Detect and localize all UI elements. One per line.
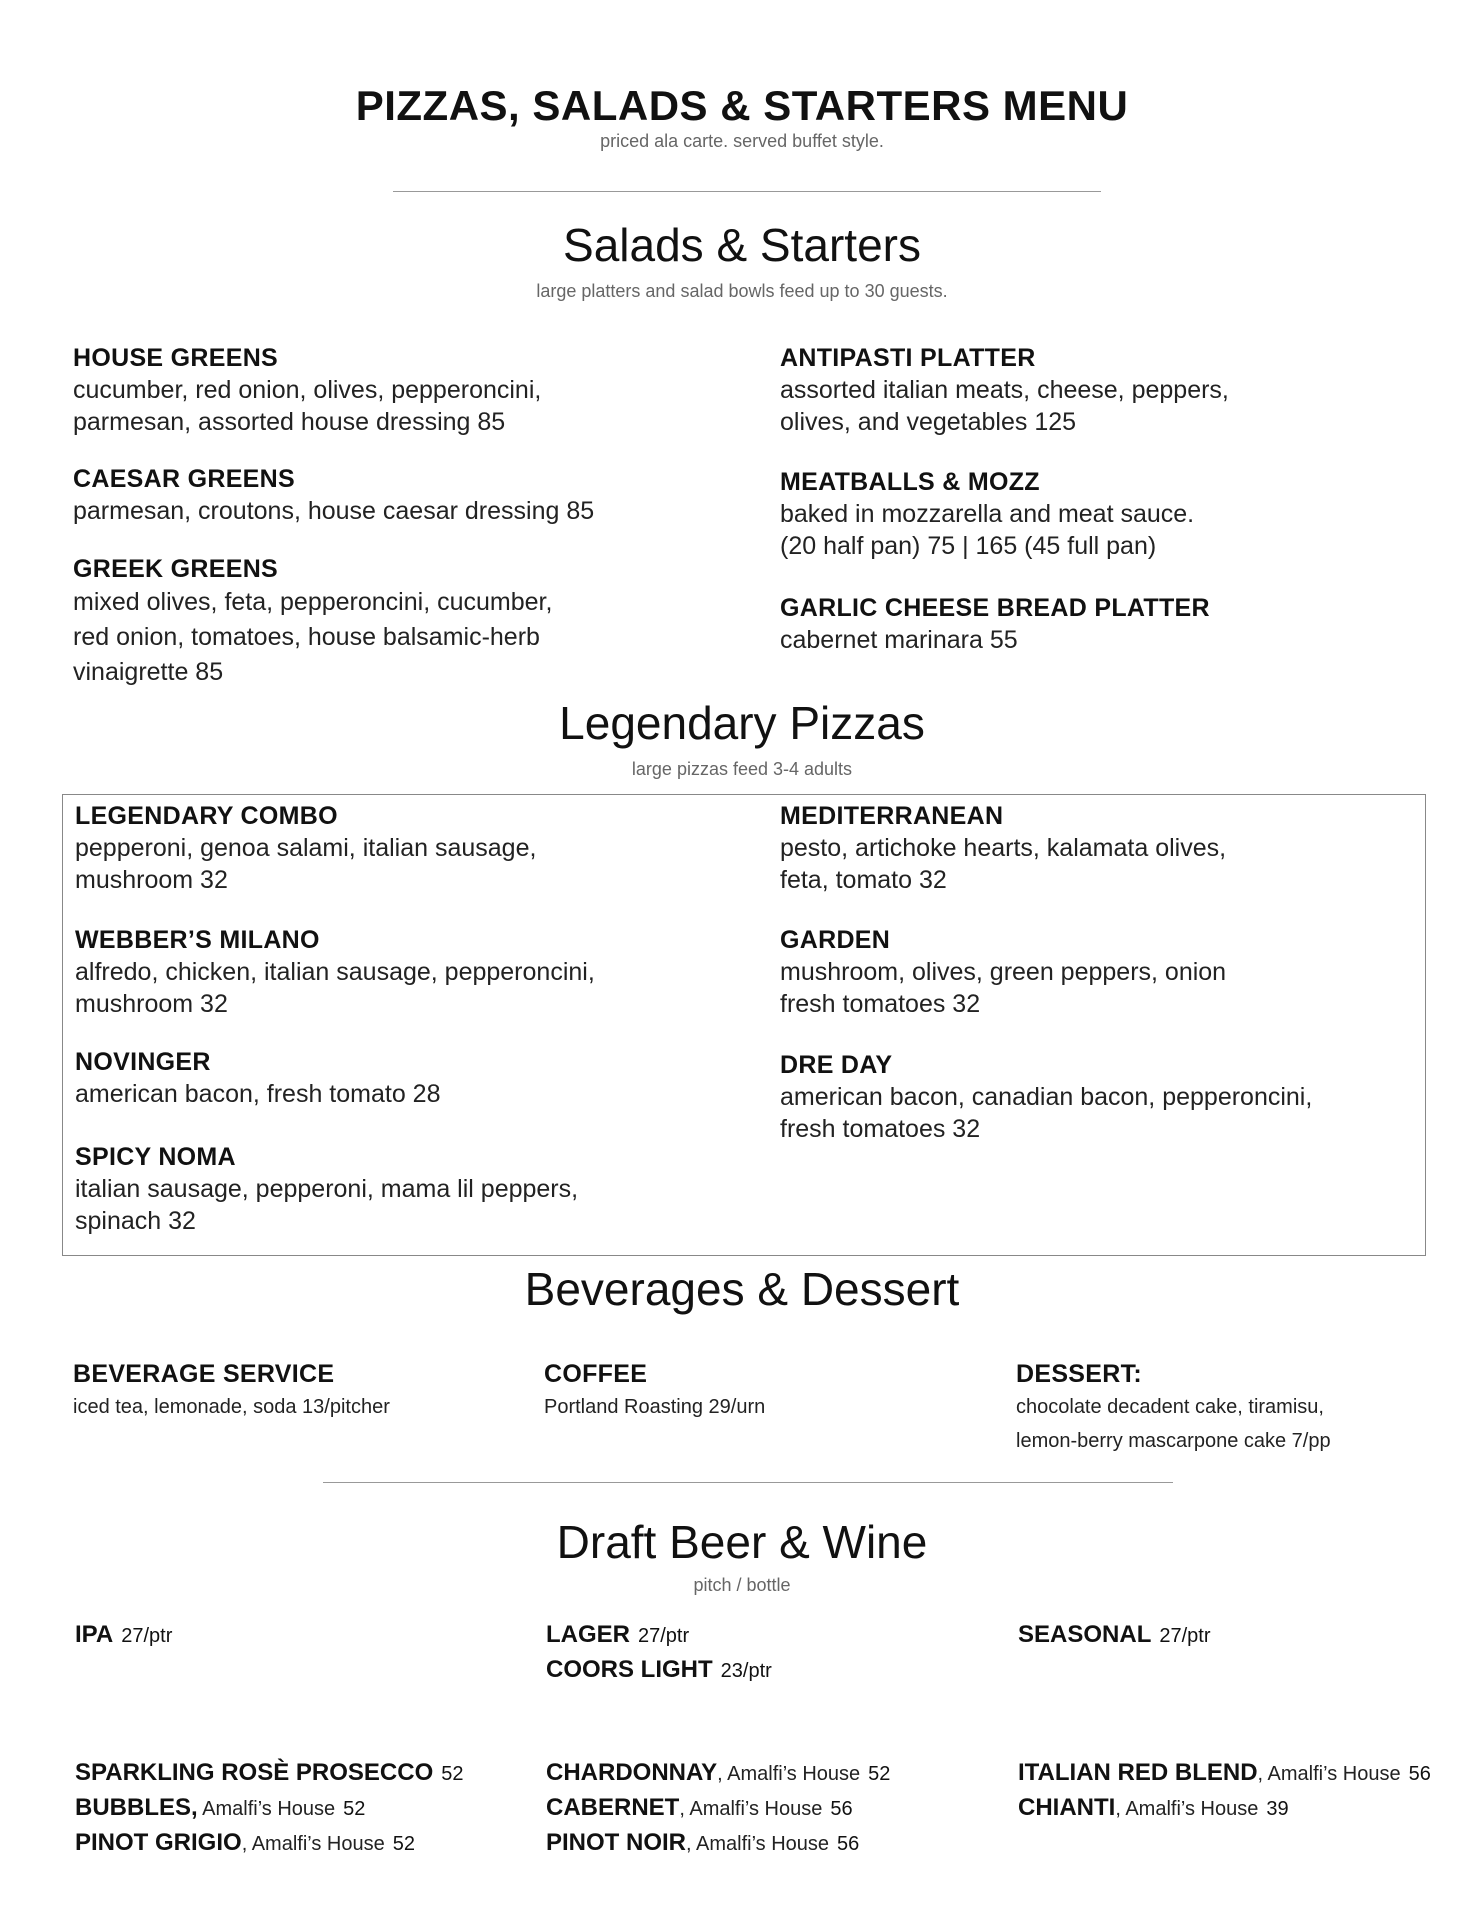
item-name: MEATBALLS & MOZZ bbox=[780, 468, 1040, 496]
item-name: DESSERT: bbox=[1016, 1360, 1143, 1388]
item-desc: pepperoni, genoa salami, italian sausage, bbox=[75, 834, 537, 862]
item-name: WEBBER’S MILANO bbox=[75, 926, 320, 954]
drink-name: BUBBLES, bbox=[75, 1794, 198, 1821]
wine-column bbox=[75, 1756, 464, 1861]
page-subtitle: priced ala carte. served buffet style. bbox=[600, 131, 884, 151]
item-desc: vinaigrette 85 bbox=[73, 658, 224, 686]
menu-item bbox=[780, 800, 1340, 896]
menu-item bbox=[75, 1046, 635, 1110]
drink-item bbox=[75, 1791, 464, 1826]
item-desc: fresh tomatoes 32 bbox=[780, 990, 981, 1018]
drink-item bbox=[75, 1618, 172, 1653]
drink-name: SPARKLING ROSÈ PROSECCO bbox=[75, 1759, 434, 1786]
drink-item bbox=[546, 1756, 890, 1791]
drink-item bbox=[546, 1653, 772, 1688]
item-name: GARLIC CHEESE BREAD PLATTER bbox=[780, 594, 1210, 622]
drink-price: 52 bbox=[343, 1798, 366, 1820]
item-name: GREEK GREENS bbox=[73, 555, 279, 583]
item-desc: italian sausage, pepperoni, mama lil peppers, bbox=[75, 1175, 579, 1203]
drink-item bbox=[1018, 1618, 1211, 1653]
menu-item bbox=[780, 924, 1340, 1020]
item-desc: mushroom 32 bbox=[75, 866, 228, 894]
menu-item bbox=[780, 342, 1340, 438]
beer-column bbox=[75, 1618, 172, 1653]
drink-price: 52 bbox=[392, 1833, 415, 1855]
drink-name: CABERNET bbox=[546, 1794, 680, 1821]
menu-item bbox=[73, 342, 633, 438]
drink-item bbox=[546, 1826, 890, 1861]
item-desc: lemon-berry mascarpone cake 7/pp bbox=[1016, 1430, 1331, 1452]
menu-item bbox=[544, 1358, 984, 1424]
item-name: BEVERAGE SERVICE bbox=[73, 1360, 335, 1388]
item-desc: spinach 32 bbox=[75, 1207, 196, 1235]
drink-price: 52 bbox=[868, 1763, 891, 1785]
drink-price: 39 bbox=[1266, 1798, 1289, 1820]
drink-extra: , Amalfi’s House bbox=[686, 1833, 830, 1855]
item-desc: baked in mozzarella and meat sauce. bbox=[780, 500, 1195, 528]
menu-item bbox=[73, 553, 633, 690]
item-desc: red onion, tomatoes, house balsamic-herb bbox=[73, 623, 540, 651]
divider bbox=[323, 1482, 1173, 1483]
menu-item bbox=[780, 1049, 1400, 1145]
drink-extra: , Amalfi’s House bbox=[717, 1763, 861, 1785]
beer-column bbox=[1018, 1618, 1211, 1653]
wine-column bbox=[546, 1756, 890, 1861]
item-desc: olives, and vegetables 125 bbox=[780, 408, 1077, 436]
item-name: CAESAR GREENS bbox=[73, 465, 295, 493]
drink-name: PINOT NOIR bbox=[546, 1829, 687, 1856]
drink-price: 56 bbox=[837, 1833, 860, 1855]
item-name: NOVINGER bbox=[75, 1048, 211, 1076]
menu-item bbox=[75, 800, 635, 896]
menu-item bbox=[75, 1141, 635, 1237]
item-desc: parmesan, croutons, house caesar dressing 85 bbox=[73, 497, 595, 525]
menu-item bbox=[1016, 1358, 1456, 1458]
item-desc: cucumber, red onion, olives, pepperoncini, bbox=[73, 376, 542, 404]
drink-price: 56 bbox=[830, 1798, 853, 1820]
item-desc: fresh tomatoes 32 bbox=[780, 1115, 981, 1143]
drink-item bbox=[1018, 1756, 1431, 1791]
item-name: COFFEE bbox=[544, 1360, 648, 1388]
item-desc: american bacon, fresh tomato 28 bbox=[75, 1080, 441, 1108]
menu-item bbox=[780, 592, 1340, 656]
drink-name: PINOT GRIGIO bbox=[75, 1829, 242, 1856]
drink-name: CHIANTI bbox=[1018, 1794, 1116, 1821]
menu-item bbox=[75, 924, 635, 1020]
section-title-salads: Salads & Starters bbox=[563, 219, 921, 271]
item-desc: parmesan, assorted house dressing 85 bbox=[73, 408, 506, 436]
drink-extra: , Amalfi’s House bbox=[1257, 1763, 1401, 1785]
section-title-drinks: Draft Beer & Wine bbox=[556, 1516, 928, 1568]
item-desc: mixed olives, feta, pepperoncini, cucumber, bbox=[73, 588, 553, 616]
item-name: LEGENDARY COMBO bbox=[75, 802, 338, 830]
drink-price: 56 bbox=[1408, 1763, 1431, 1785]
menu-item bbox=[73, 463, 633, 527]
page-title: PIZZAS, SALADS & STARTERS MENU bbox=[355, 82, 1129, 129]
drink-name: LAGER bbox=[546, 1621, 630, 1648]
item-name: SPICY NOMA bbox=[75, 1143, 236, 1171]
drink-price: 27/ptr bbox=[1159, 1625, 1211, 1647]
menu-item bbox=[73, 1358, 513, 1424]
item-desc: cabernet marinara 55 bbox=[780, 626, 1018, 654]
drink-item bbox=[75, 1826, 464, 1861]
beer-column bbox=[546, 1618, 772, 1688]
drink-item bbox=[1018, 1791, 1431, 1826]
drink-extra: , Amalfi’s House bbox=[1115, 1798, 1259, 1820]
section-subtitle-drinks: pitch / bottle bbox=[693, 1575, 791, 1595]
drink-extra: Amalfi’s House bbox=[197, 1798, 336, 1820]
drink-item bbox=[546, 1618, 772, 1653]
drink-price: 27/ptr bbox=[121, 1625, 173, 1647]
menu-item bbox=[780, 466, 1340, 562]
item-name: HOUSE GREENS bbox=[73, 344, 279, 372]
drink-item bbox=[75, 1756, 464, 1791]
divider bbox=[393, 191, 1101, 192]
item-desc: american bacon, canadian bacon, pepperoncini, bbox=[780, 1083, 1313, 1111]
wine-column bbox=[1018, 1756, 1431, 1826]
item-desc: (20 half pan) 75 | 165 (45 full pan) bbox=[780, 532, 1157, 560]
item-desc: chocolate decadent cake, tiramisu, bbox=[1016, 1396, 1324, 1418]
drink-price: 27/ptr bbox=[638, 1625, 690, 1647]
drink-extra: , Amalfi’s House bbox=[679, 1798, 823, 1820]
drink-price: 23/ptr bbox=[720, 1660, 772, 1682]
item-name: DRE DAY bbox=[780, 1051, 893, 1079]
item-desc: iced tea, lemonade, soda 13/pitcher bbox=[73, 1396, 390, 1418]
item-name: MEDITERRANEAN bbox=[780, 802, 1004, 830]
item-desc: mushroom, olives, green peppers, onion bbox=[780, 958, 1227, 986]
item-desc: alfredo, chicken, italian sausage, pepperoncini, bbox=[75, 958, 595, 986]
item-name: GARDEN bbox=[780, 926, 891, 954]
drink-name: IPA bbox=[75, 1621, 114, 1648]
section-subtitle-pizzas: large pizzas feed 3-4 adults bbox=[631, 759, 853, 779]
drink-name: SEASONAL bbox=[1018, 1621, 1152, 1648]
item-desc: assorted italian meats, cheese, peppers, bbox=[780, 376, 1229, 404]
section-title-pizzas: Legendary Pizzas bbox=[559, 697, 925, 749]
drink-price: 52 bbox=[441, 1763, 464, 1785]
section-title-beverages: Beverages & Dessert bbox=[524, 1263, 960, 1315]
item-desc: pesto, artichoke hearts, kalamata olives, bbox=[780, 834, 1227, 862]
drink-extra: , Amalfi’s House bbox=[241, 1833, 385, 1855]
drink-item bbox=[546, 1791, 890, 1826]
item-desc: feta, tomato 32 bbox=[780, 866, 947, 894]
section-subtitle-salads: large platters and salad bowls feed up to 30 guests. bbox=[536, 281, 948, 301]
drink-name: ITALIAN RED BLEND bbox=[1018, 1759, 1258, 1786]
item-desc: Portland Roasting 29/urn bbox=[544, 1396, 766, 1418]
item-desc: mushroom 32 bbox=[75, 990, 228, 1018]
drink-name: COORS LIGHT bbox=[546, 1656, 713, 1683]
drink-name: CHARDONNAY bbox=[546, 1759, 718, 1786]
item-name: ANTIPASTI PLATTER bbox=[780, 344, 1036, 372]
